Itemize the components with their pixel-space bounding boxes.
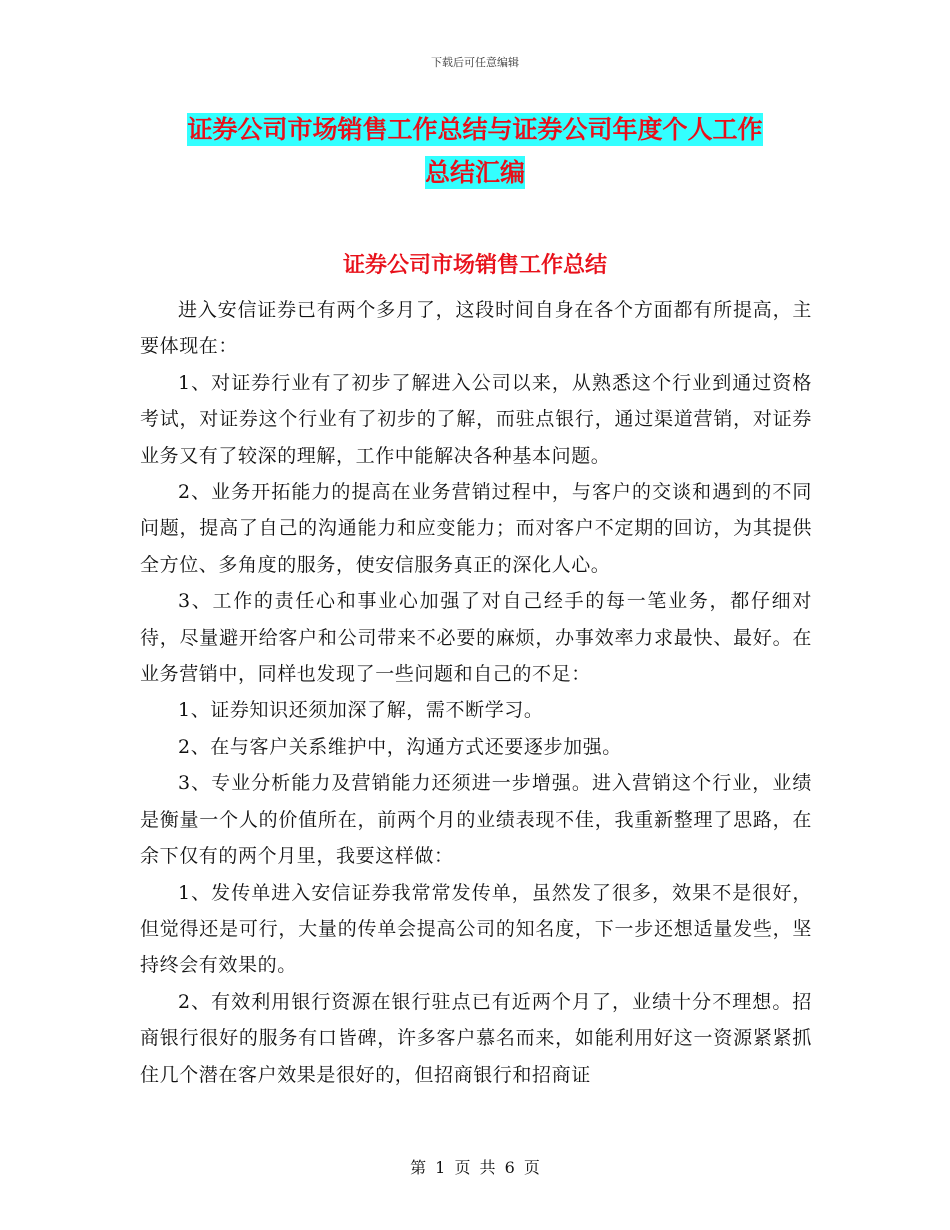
- paragraph: 1、证券知识还须加深了解，需不断学习。: [178, 699, 544, 722]
- document-title: [140, 108, 810, 194]
- paragraph: 3、专业分析能力及营销能力还须进一步增强。进入营销这个行业，业绩是衡量一个人的价值所在，前两个月的业绩表现不佳，我重新整理了思路，在余下仅有的两个月里，我要这样做：: [140, 772, 812, 868]
- document-title-line-2: 总结汇编: [424, 158, 525, 187]
- paragraph: 1、对证券行业有了初步了解进入公司以来，从熟悉这个行业到通过资格考试，对证券这个行业有了初步的了解，而驻点银行，通过渠道营销，对证券业务又有了较深的理解，工作中能解决各种基本问题。: [140, 371, 812, 467]
- paragraph: 2、业务开拓能力的提高在业务营销过程中，与客户的交谈和遇到的不同问题，提高了自己的沟通能力和应变能力；而对客户不定期的回访，为其提供全方位、多角度的服务，使安信服务真正的深化人心。: [140, 481, 812, 576]
- paragraph: 3、工作的责任心和事业心加强了对自己经手的每一笔业务，都仔细对待，尽量避开给客户和公司带来不必要的麻烦，办事效率力求最快、最好。在业务营销中，同样也发现了一些问题和自己的不足：: [140, 590, 812, 686]
- paragraph: 2、有效利用银行资源在银行驻点已有近两个月了，业绩十分不理想。招商银行很好的服务有口皆碑，许多客户慕名而来，如能利用好这一资源紧紧抓住几个潜在客户效果是很好的，但招商银行和招商证: [140, 990, 812, 1086]
- paragraph: 进入安信证券已有两个多月了，这段时间自身在各个方面都有所提高，主要体现在：: [140, 299, 812, 358]
- section-title: 证券公司市场销售工作总结: [342, 253, 607, 278]
- document-title-line-1: 证券公司市场销售工作总结与证券公司年度个人工作: [187, 115, 763, 144]
- document-body: [140, 292, 812, 1093]
- page-number-footer: 第 1 页 共 6 页: [410, 1158, 540, 1177]
- page-header-note: 下载后可任意编辑: [431, 56, 519, 69]
- paragraph: 1、发传单进入安信证券我常常发传单，虽然发了很多，效果不是很好，但觉得还是可行，大量的传单会提高公司的知名度，下一步还想适量发些，坚持终会有效果的。: [140, 881, 812, 977]
- paragraph: 2、在与客户关系维护中，沟通方式还要逐步加强。: [178, 735, 622, 758]
